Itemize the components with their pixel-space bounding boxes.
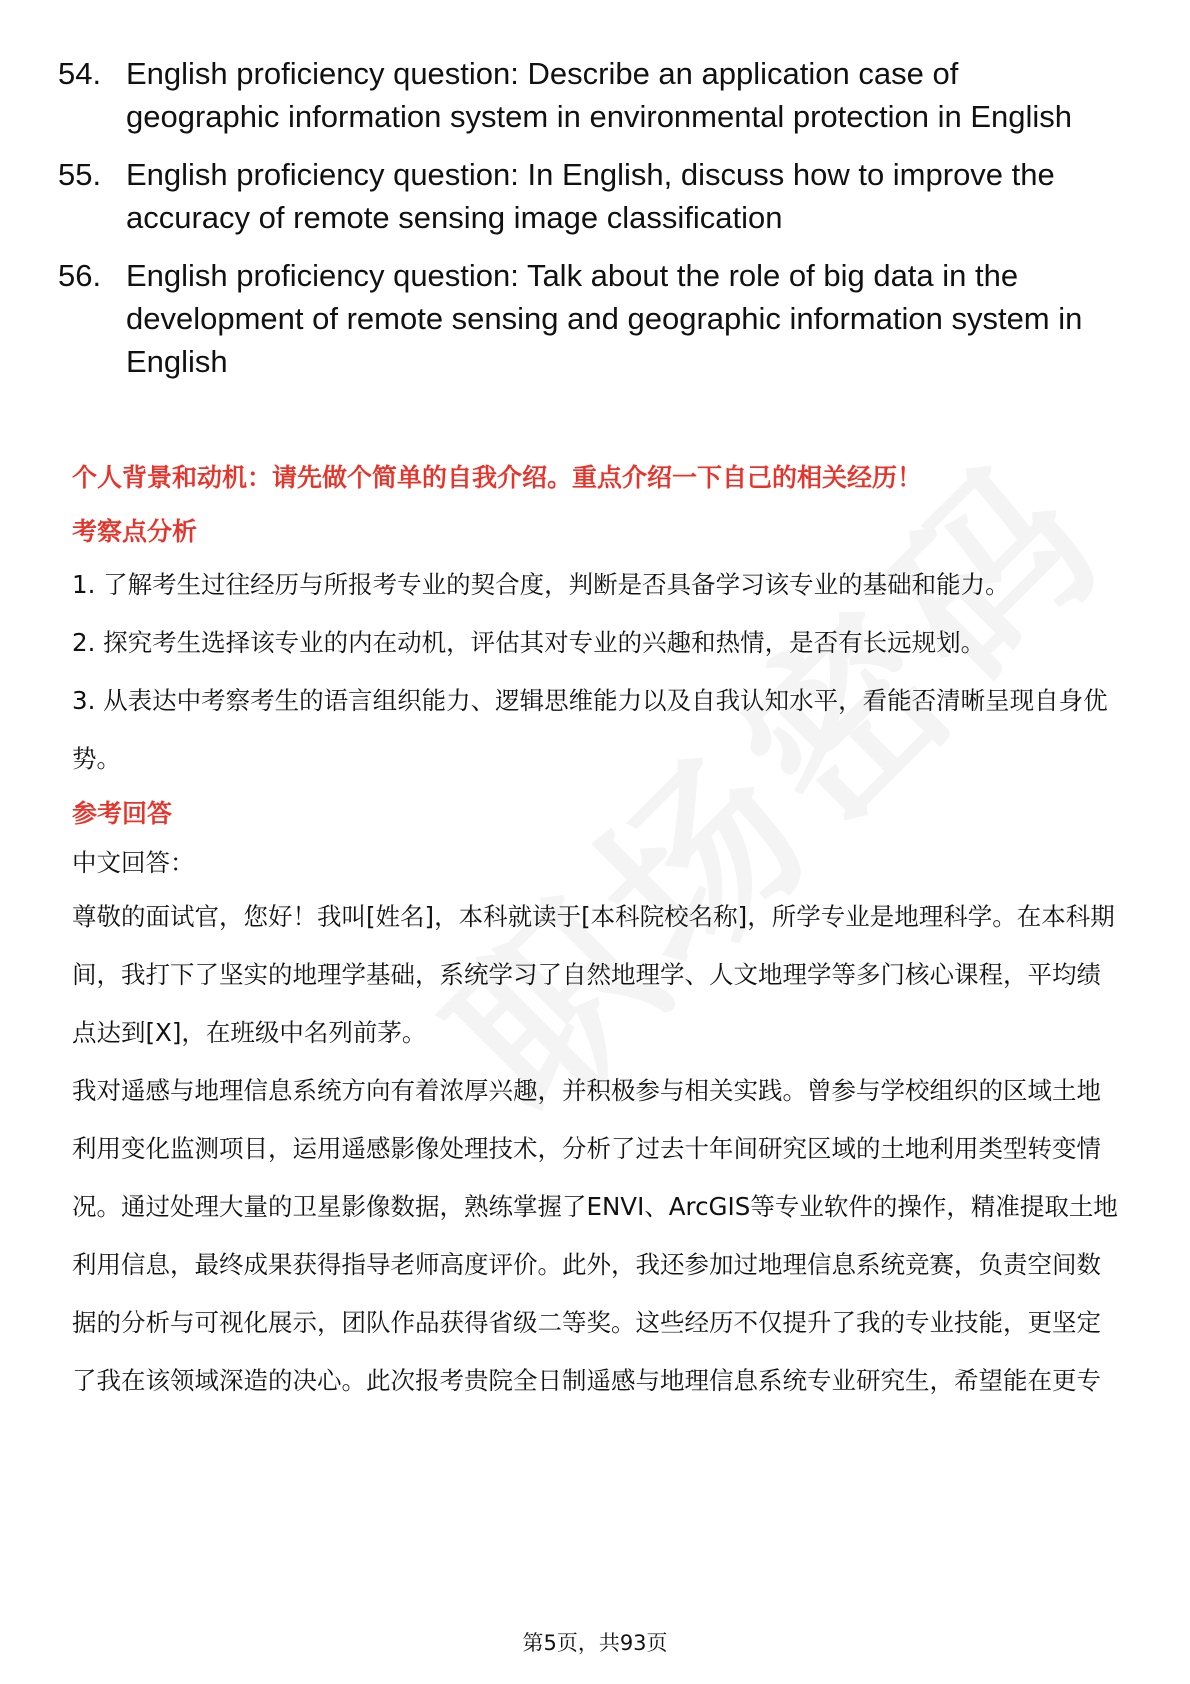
page-footer: 第5页，共93页	[522, 1631, 668, 1655]
main-content	[72, 458, 1120, 1410]
question-text: English proficiency question: Describe an application case of geographic information system in environmental protection in English	[126, 56, 1072, 134]
question-text: English proficiency question: Talk about the role of big data in the development of remote sensing and geographic information system in English	[126, 258, 1083, 379]
analysis-point: 1. 了解考生过往经历与所报考专业的契合度，判断是否具备学习该专业的基础和能力。	[72, 570, 1010, 599]
question-number: 54.	[58, 56, 102, 91]
answer-paragraph: 尊敬的面试官，您好！我叫[姓名]，本科就读于[本科院校名称]，所学专业是地理科学。在本科期间，我打下了坚实的地理学基础，系统学习了自然地理学、人文地理学等多门核心课程，平均绩点达到[X]，在班级中名列前茅。	[72, 902, 1115, 1047]
question-number: 55.	[58, 157, 102, 192]
analysis-point: 2. 探究考生选择该专业的内在动机，评估其对专业的兴趣和热情，是否有长远规划。	[72, 628, 986, 657]
list-item	[58, 52, 1118, 138]
analysis-heading: 考察点分析	[72, 517, 198, 546]
answer-heading: 参考回答	[72, 799, 173, 828]
list-item	[58, 153, 1118, 239]
question-list	[58, 52, 1118, 398]
answer-label: 中文回答：	[72, 848, 195, 877]
question-number: 56.	[58, 258, 102, 293]
answer-paragraph: 我对遥感与地理信息系统方向有着浓厚兴趣，并积极参与相关实践。曾参与学校组织的区域土地利用变化监测项目，运用遥感影像处理技术，分析了过去十年间研究区域的土地利用类型转变情况。通过处理大量的卫星影像数据，熟练掌握了ENVI、ArcGIS等专业软件的操作，精准提取土地利用信息，最终成果获得指导老师高度评价。此外，我还参加过地理信息系统竞赛，负责空间数据的分析与可视化展示，团队作品获得省级二等奖。这些经历不仅提升了我的专业技能，更坚定了我在该领域深造的决心。此次报考贵院全日制遥感与地理信息系统专业研究生，希望能在更专	[72, 1076, 1118, 1395]
question-text: English proficiency question: In English, discuss how to improve the accuracy of remote sensing image classification	[126, 157, 1055, 235]
analysis-point: 3. 从表达中考察考生的语言组织能力、逻辑思维能力以及自我认知水平，看能否清晰呈现自身优势。	[72, 686, 1108, 773]
section-title: 个人背景和动机：请先做个简单的自我介绍。重点介绍一下自己的相关经历！	[72, 463, 923, 492]
list-item	[58, 254, 1118, 383]
